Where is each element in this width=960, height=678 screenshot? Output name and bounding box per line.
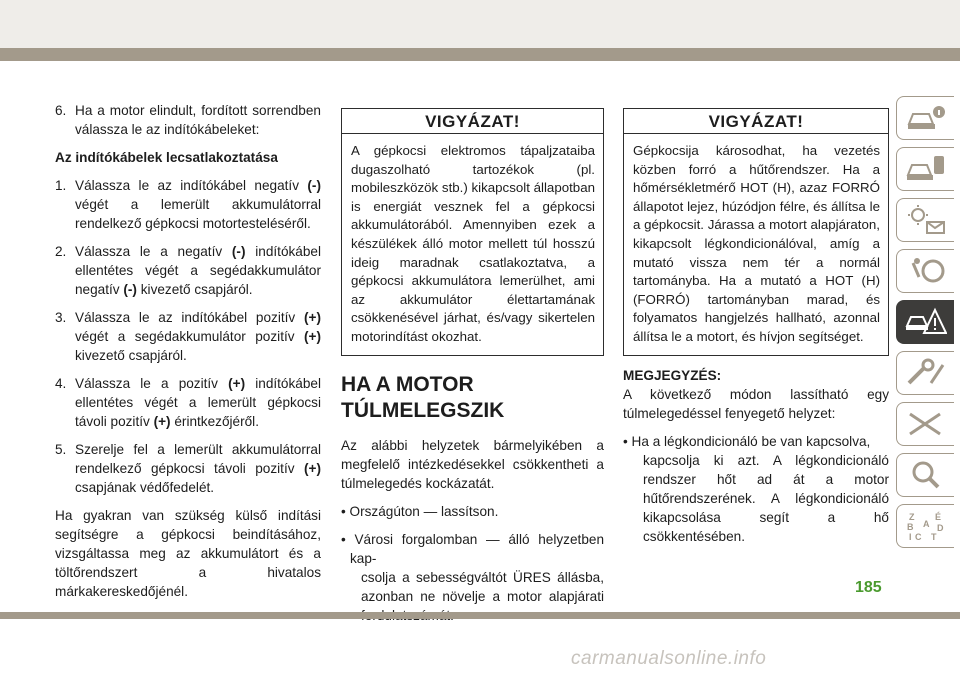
top-band [0, 0, 960, 52]
magnifier-icon [905, 459, 947, 491]
tab-specs[interactable] [896, 402, 954, 446]
note-heading: MEGJEGYZÉS: [623, 367, 722, 383]
index-letter: C [915, 532, 922, 542]
index-letter: T [931, 532, 937, 542]
index-letter: A [923, 519, 930, 529]
warning-box-overheat [623, 108, 889, 356]
bullet-ac: • Ha a légkondicionáló be van kapcsolva, kapcsolja ki azt. A légkondicionáló rendszer hőt ad át a motor hűtőrendszerének. A légkondicionáló kikapcsolása segít a hő csökkentésében. [623, 433, 889, 544]
closing-paragraph: Ha gyakran van szükség külső indítási segítségre a gépkocsi beindításához, vizsgáltassa meg az akkumulátort és a töltőrendszert a hivatalos márkakereskedőjénél. [55, 508, 321, 599]
tab-driving[interactable] [896, 249, 954, 293]
bottom-rule [0, 612, 960, 619]
watermark: carmanualsonline.info [571, 648, 767, 669]
warning-text: Gépkocsija károsodhat, ha vezetés közben forró a hűtőrendszer. Ha a hőmérsékletmérő HOT (H), azaz FORRÓ állapotot lejez, húzódjon félre, és állítsa le a gépkocsit. Járassa a motort alapjáraton, kikapcsolt légkondicionálóval, amíg a mutató vissza nem tér a normál tartományba. Ha a mutató a HOT (H) (FORRÓ) tartományban marad, és folyamatos hangjelzés hallható, azonnal állítsa le a motort, és hívjon segítséget. [633, 143, 880, 344]
intro-paragraph: Az alábbi helyzetek bármelyikében a megfelelő intézkedésekkel csökkentheti a túlmelegedés kockázatát. [341, 437, 604, 491]
index-letter: D [937, 523, 944, 533]
tab-index[interactable] [896, 504, 954, 548]
step-5: 5. Szerelje fel a lemerült akkumulátorral rendelkező gépkocsi távoli pozitív (+) csapjának védőfedelét. [55, 442, 321, 495]
warning-lights-icon [905, 204, 947, 236]
tab-car-info[interactable] [896, 96, 954, 140]
tab-service[interactable] [896, 351, 954, 395]
section-heading: HA A MOTOR TÚLMELEGSZIK [341, 372, 505, 422]
tab-search[interactable] [896, 453, 954, 497]
index-letter: Z [909, 512, 915, 522]
tab-emergency[interactable] [896, 300, 954, 344]
tab-car-key[interactable] [896, 147, 954, 191]
tab-warning-lights[interactable] [896, 198, 954, 242]
index-letter: I [909, 532, 912, 542]
step-1: 1. Válassza le az indítókábel negatív (-) végét a lemerült akkumulátorral rendelkező gépkocsi motortesteléséről. [55, 178, 321, 231]
step-6: 6. Ha a motor elindult, fordított sorrendben válassza le az indítókábeleket: [55, 103, 321, 137]
steering-wheel-icon [905, 255, 947, 287]
warning-title: VIGYÁZAT! [342, 109, 603, 134]
warning-box-accessories [341, 108, 604, 356]
step-2: 2. Válassza le a negatív (-) indítókábel ellentétes végét a segédakkumulátor negatív (-) kivezető csapjáról. [55, 244, 322, 297]
right-column [623, 108, 889, 555]
top-rule [0, 48, 960, 61]
car-key-icon [905, 153, 947, 185]
page-number: 185 [855, 579, 882, 596]
index-letter: B [907, 522, 914, 532]
note-text: A következő módon lassítható egy túlmelegedéssel fenyegető helyzet: [623, 386, 889, 421]
disconnect-heading: Az indítókábelek lecsatlakoztatása [55, 150, 278, 165]
car-info-icon [905, 102, 947, 134]
tools-icon [905, 408, 947, 440]
middle-column [341, 108, 604, 634]
bullet-city: • Városi forgalomban — álló helyzetben kap- csolja a sebességváltót ÜRES állásba, azonban ne növelje a motor alapjárati [341, 531, 604, 604]
step-3: 3. Válassza le az indítókábel pozitív (+) végét a segédakkumulátor pozitív (+) kivezető csapjáról. [55, 310, 321, 363]
bullet-highway: • Országúton — lassítson. [341, 503, 499, 519]
left-column [55, 101, 321, 610]
index-letter: É [935, 512, 942, 522]
emergency-hazard-icon [905, 306, 947, 338]
alphabet-index-icon [905, 510, 947, 542]
step-4: 4. Válassza le a pozitív (+) indítókábel ellentétes végét a lemerült gépkocsi távoli pozitív (+) érintkezőjéről. [55, 376, 321, 429]
warning-text: A gépkocsi elektromos tápaljzataiba dugaszolható tartozékok (pl. mobileszközök stb.) kikapcsolt állapotban is energiát vesznek fel a gépkocsi akkumulátorából. Amennyiben ezek a készülékek álló motor mellett túl hosszú ideig maradnak csatlakoztatva, a gépkocsi akkumulátora lemerülhet, ami az akkumulátor élettartamának csökkenésével járhat, és/vagy sikertelen motorindítást okozhat. [351, 143, 595, 344]
warning-title: VIGYÁZAT! [624, 109, 888, 134]
service-wrench-icon [905, 357, 947, 389]
